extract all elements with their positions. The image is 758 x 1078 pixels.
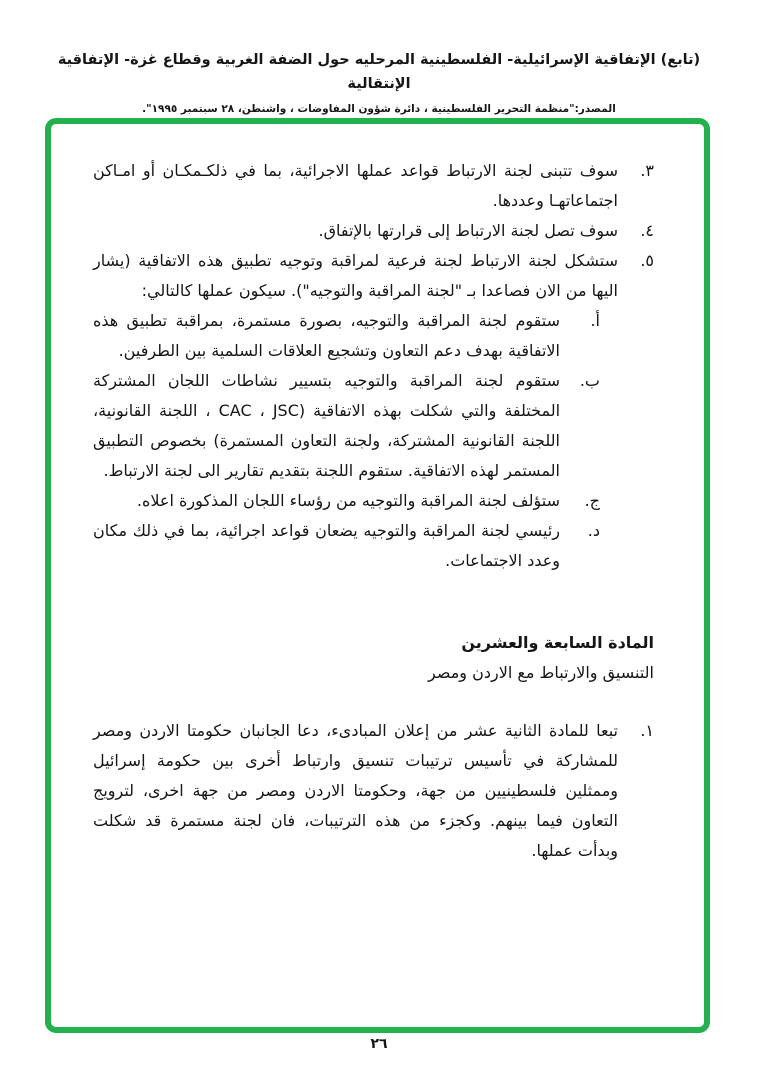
page-number: ٢٦	[370, 1036, 388, 1052]
sub-item-list	[93, 306, 600, 576]
sub-item-text: ستقوم لجنة المراقبة والتوجيه بتسيير نشاطات اللجان المشتركة المختلفة والتي شكلت بهذه الاتفاقية (CAC ، JSC ، اللجنة القانونية، اللجنة القانونية المشتركة، ولجنة التعاون المستمرة) بخصوص التطبيق المستمر لهذه الاتفاقية. ستقوم اللجنة بتقديم تقارير الى لجنة الارتباط.	[93, 371, 561, 480]
article-section	[93, 628, 654, 866]
item-text: سوف تصل لجنة الارتباط إلى قرارتها بالإتفاق.	[318, 221, 618, 240]
sub-item-b	[93, 366, 600, 486]
document-header	[40, 48, 718, 117]
sub-item-text: ستؤلف لجنة المراقبة والتوجيه من رؤساء اللجان المذكورة اعلاه.	[136, 491, 560, 510]
sub-item-text: ستقوم لجنة المراقبة والتوجيه، بصورة مستمرة، بمراقبة تطبيق هذه الاتفاقية بهدف دعم التعاون وتشجيع العلاقات السلمية بين الطرفين.	[93, 311, 560, 360]
sub-item-letter: د.	[587, 521, 600, 540]
item-number: ٣.	[640, 161, 654, 180]
document-source-line: المصدر:"منظمة التحرير الفلسطينية ، دائرة شؤون المفاوضات ، واشنطن، ٢٨ سبتمبر ١٩٩٥".	[142, 103, 616, 115]
item-number: ١.	[640, 721, 654, 740]
item-number: ٥.	[640, 251, 654, 270]
numbered-item-4	[93, 216, 654, 246]
article-heading: المادة السابعة والعشرين	[461, 633, 654, 652]
sub-item-letter: أ.	[590, 311, 600, 330]
item-text: سوف تتبنى لجنة الارتباط قواعد عملها الاجرائية، بما في ذلكـمكـان أو امـاكن اجتماعاتهـا وعددها.	[93, 161, 618, 210]
item-text: ستشكل لجنة الارتباط لجنة فرعية لمراقبة وتوجيه تطبيق هذه الاتفاقية (يشار اليها من الان فصاعدا بـ "لجنة المراقبة والتوجيه"). سيكون عملها كالتالي:	[93, 251, 618, 300]
highlight-annotation-box	[45, 118, 710, 1033]
sub-item-c	[93, 486, 600, 516]
document-title: (تابع) الإتفاقية الإسرائيلية- الفلسطينية المرحليه حول الضفة الغربية وقطاع غزة- الإتفاقية الإنتقالية	[57, 52, 701, 92]
sub-item-a	[93, 306, 600, 366]
sub-item-d	[93, 516, 600, 576]
sub-item-letter: ج.	[584, 491, 600, 510]
item-text: تبعا للمادة الثانية عشر من إعلان المبادىء، دعا الجانبان حكومتا الاردن ومصر للمشاركة في تأسيس ترتيبات تنسيق وارتباط أخرى بين حكومة إسرائيل وممثلين فلسطينيين من جهة، وحكومتا الاردن ومصر من جهة اخرى، لترويج التعاون فيما بينهم. وكجزء من هذه الترتيبات، فان لجنة مستمرة قد شكلت وبدأت عملها.	[93, 721, 618, 860]
document-body	[93, 156, 654, 866]
numbered-item-1	[93, 716, 654, 866]
item-number: ٤.	[640, 221, 654, 240]
sub-item-text: رئيسي لجنة المراقبة والتوجيه يضعان قواعد اجرائية، بما في ذلك مكان وعدد الاجتماعات.	[93, 521, 560, 570]
numbered-item-5	[93, 246, 654, 306]
article-subheading: التنسيق والارتباط مع الاردن ومصر	[428, 663, 654, 682]
numbered-item-3	[93, 156, 654, 216]
sub-item-letter: ب.	[579, 371, 600, 390]
